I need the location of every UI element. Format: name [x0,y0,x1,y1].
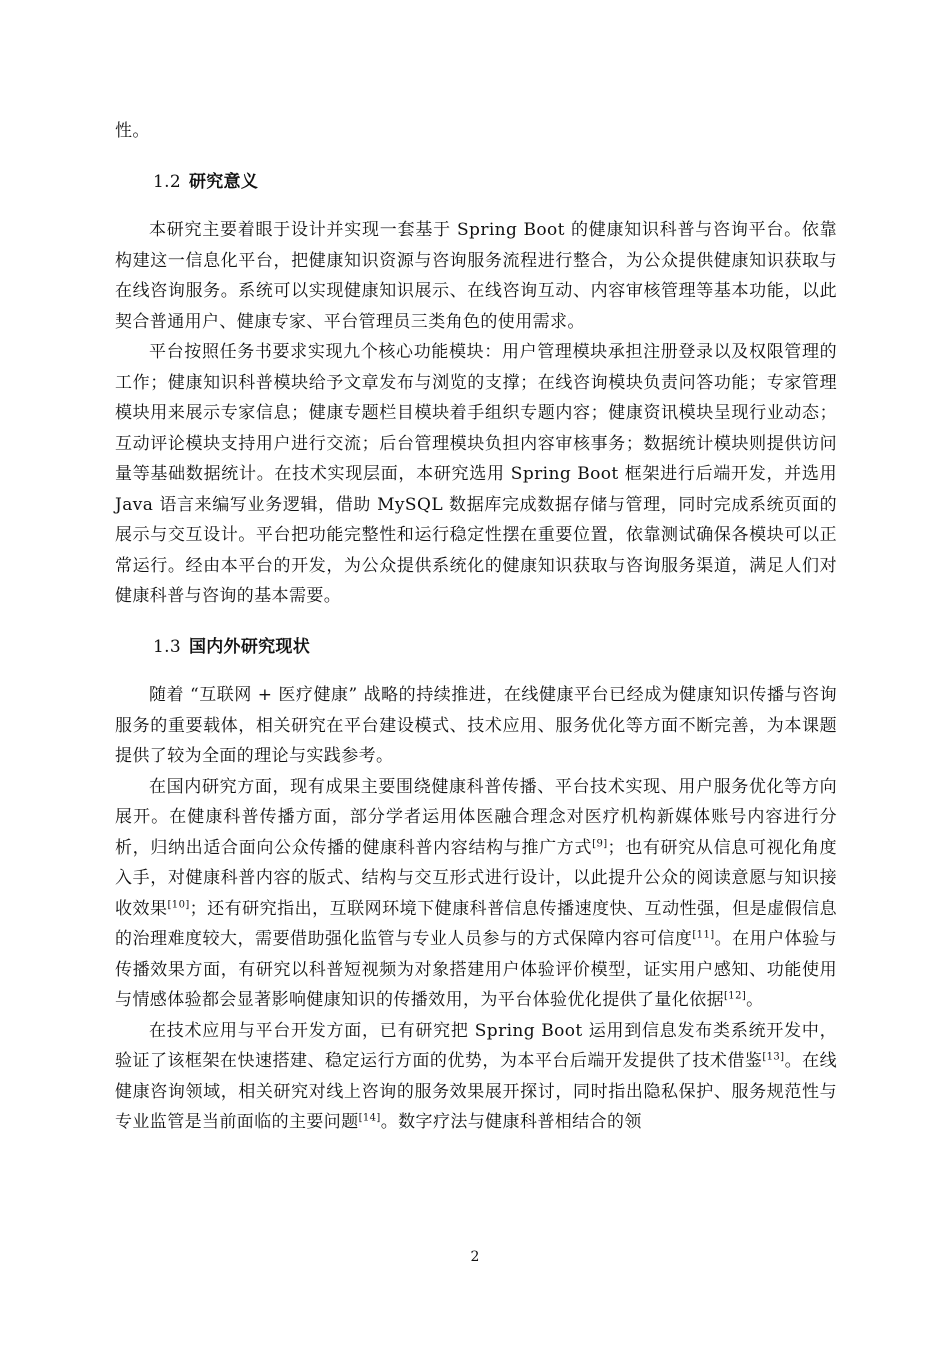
paragraph-text: 。在用户体验与传播效果方面，有研究以科普短视频为对象搭建用户体验评价模型，证实用户感知、功能使用与情感体验都会显著影响健康知识的传播效用，为平台体验优化提供了量化依据 [115,929,837,1010]
paragraph-text: 在国内研究方面，现有成果主要围绕健康科普传播、平台技术实现、用户服务优化等方向展开。在健康科普传播方面，部分学者运用体医融合理念对医疗机构新媒体账号内容进行分析，归纳出适合面向公众传播的健康科普内容结构与推广方式 [115,776,837,858]
paragraph-text: 在技术应用与平台开发方面，已有研究把 Spring Boot 运用到信息发布类系统开发中，验证了该框架在快速搭建、稳定运行方面的优势，为本平台后端开发提供了技术借鉴 [115,1020,837,1071]
citation-ref: [11] [692,929,715,941]
section-title: 国内外研究现状 [188,636,311,657]
body-paragraph [115,772,837,1016]
paragraph-text: ；也有研究从信息可视化角度入手，对健康科普内容的版式、结构与交互形式进行设计，以此提升公众的阅读意愿与知识接收效果 [115,837,837,919]
body-paragraph: 平台按照任务书要求实现九个核心功能模块：用户管理模块承担注册登录以及权限管理的工作；健康知识科普模块给予文章发布与浏览的支撑；在线咨询模块负责问答功能；专家管理模块用来展示专家信息；健康专题栏目模块着手组织专题内容；健康资讯模块呈现行业动态；互动评论模块支持用户进行交流；后台管理模块负担内容审核事务；数据统计模块则提供访问量等基础数据统计。在技术实现层面，本研究选用 Spring Boot 框架进行后端开发，并选用 Java 语言来编写业务逻辑，借助 MySQL 数据库完成数据存储与管理，同时完成系统页面的展示与交互设计。平台把功能完整性和运行稳定性摆在重要位置，依靠测试确保各模块可以正常运行。经由本平台的开发，为公众提供系统化的健康知识获取与咨询服务渠道，满足人们对健康科普与咨询的基本需要。 [115,342,837,606]
paragraph-text: 。在线健康咨询领域，相关研究对线上咨询的服务效果展开探讨，同时指出隐私保护、服务规范性与专业监管是当前面临的主要问题 [115,1051,837,1132]
paragraph-text: 。数字疗法与健康科普相结合的领 [380,1112,642,1132]
citation-ref: [10] [167,898,190,910]
paragraph-text: ；还有研究指出，互联网环境下健康科普信息传播速度快、互动性强，但是虚假信息的治理难度较大，需要借助强化监管与专业人员参与的方式保障内容可信度 [115,898,837,949]
citation-ref: [14] [358,1112,381,1124]
page-body [115,116,837,1138]
section-heading-1-2 [153,167,837,198]
section-number: 1.3 [153,636,181,657]
section-heading-1-3 [153,632,837,663]
page-number: 2 [470,1249,480,1265]
section-title: 研究意义 [188,171,259,192]
section-number: 1.2 [153,171,181,192]
citation-ref: [12] [724,990,747,1002]
body-paragraph: 本研究主要着眼于设计并实现一套基于 Spring Boot 的健康知识科普与咨询平台。依靠构建这一信息化平台，把健康知识资源与咨询服务流程进行整合，为公众提供健康知识获取与在线咨询服务。系统可以实现健康知识展示、在线咨询互动、内容审核管理等基本功能，以此契合普通用户、健康专家、平台管理员三类角色的使用需求。 [115,220,837,332]
citation-ref: [9] [592,837,608,849]
continuation-text: 性。 [115,121,150,141]
paragraph-text: 。 [746,990,764,1010]
body-paragraph: 随着 “互联网 + 医疗健康” 战略的持续推进，在线健康平台已经成为健康知识传播与咨询服务的重要载体，相关研究在平台建设模式、技术应用、服务优化等方面不断完善，为本课题提供了较为全面的理论与实践参考。 [115,685,837,766]
citation-ref: [13] [762,1051,785,1063]
body-paragraph [115,1016,837,1138]
